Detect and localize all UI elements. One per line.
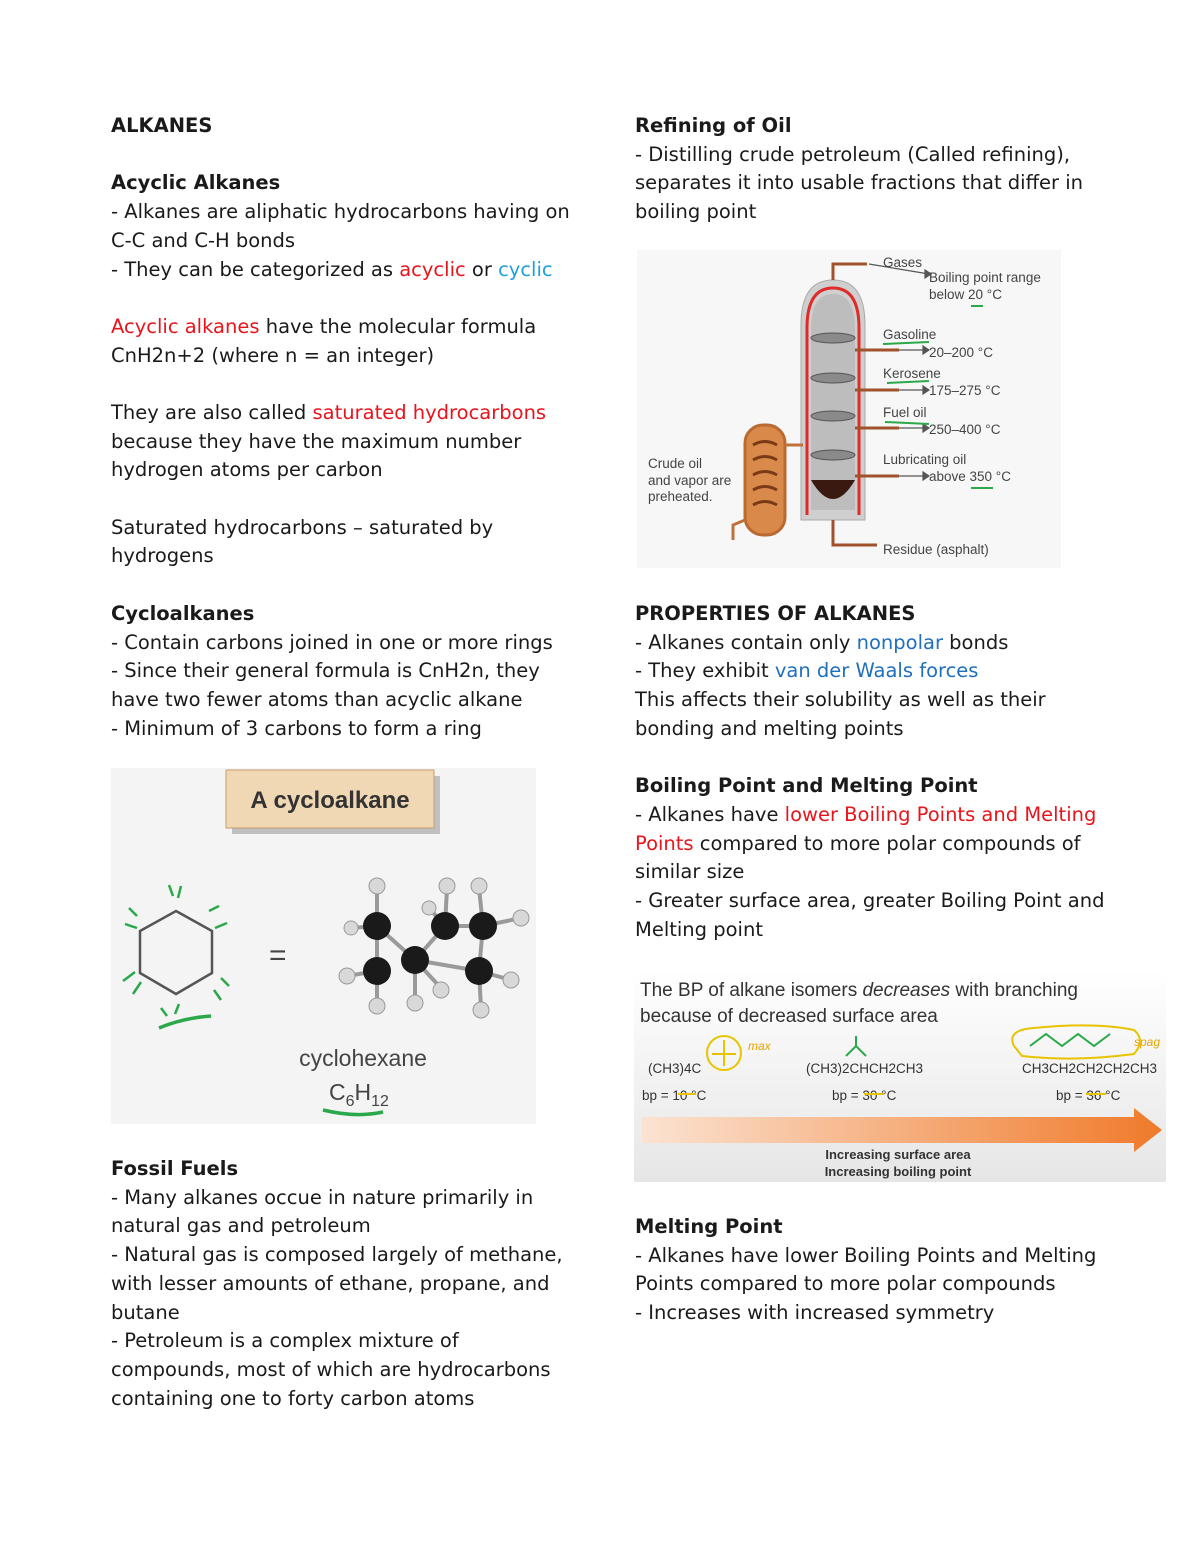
props-heading: PROPERTIES OF ALKANES: [635, 602, 916, 625]
note-spag: spag: [1134, 1035, 1161, 1049]
refining-line-1: - Distilling crude petroleum (Called refining), separates it into usable fractions that differ in boiling point: [635, 142, 1084, 224]
cyclohexane-label: cyclohexane: [299, 1045, 427, 1071]
label-crude-1: Crude oil: [648, 456, 703, 471]
bp-fig-title-2: because of decreased surface area: [640, 1006, 938, 1027]
bp-fig-title-1: The BP of alkane isomers decreases with branching: [640, 980, 1078, 1001]
bp-heading: Boiling Point and Melting Point: [635, 774, 978, 798]
acyclic-term: acyclic: [399, 257, 466, 281]
props-line-1: - Alkanes contain only nonpolar bonds: [635, 630, 1009, 654]
doc-title: ALKANES: [111, 114, 213, 137]
acyclic-line-2: - They can be categorized as acyclic or cyclic: [111, 257, 553, 281]
label-crude-2: and vapor are: [648, 473, 732, 488]
props-line-2: - They exhibit van der Waals forces: [635, 659, 979, 683]
cyclic-term: cyclic: [498, 257, 553, 281]
fossil-line-1: - Many alkanes occue in nature primarily in natural gas and petroleum: [111, 1185, 534, 1238]
fossil-line-3: - Petroleum is a complex mixture of compounds, most of which are hydrocarbons containing one to forty carbon atoms: [111, 1329, 551, 1410]
properties-section: [635, 600, 1115, 944]
label-gases-range-1: Boiling point range: [929, 270, 1041, 285]
saturated-paragraph: They are also called saturated hydrocarbons because they have the maximum number hydrogen atoms per carbon: [111, 400, 547, 482]
refining-heading: Refining of Oil: [635, 114, 792, 137]
saturated-definition: Saturated hydrocarbons – saturated by hydrogens: [111, 515, 494, 568]
compound-1: (CH3)4C: [648, 1061, 702, 1076]
left-column: [111, 112, 581, 743]
props-line-3: This affects their solubility as well as their bonding and melting points: [635, 688, 1046, 740]
label-lube-range: above 350 °C: [929, 469, 1011, 484]
melting-section: [635, 1213, 1115, 1328]
mp-heading: Melting Point: [635, 1215, 783, 1238]
note-max: max: [748, 1039, 771, 1053]
cyclohexane-formula: $C_6H_{12}$: [329, 1079, 389, 1110]
label-gases-range-2: below 20 °C: [929, 287, 1002, 302]
label-residue: Residue (asphalt): [883, 542, 989, 557]
compound-3-bp: bp = 36 °C: [1056, 1088, 1121, 1103]
compound-3: CH3CH2CH2CH2CH3: [1022, 1061, 1158, 1076]
acyclic-heading: Acyclic Alkanes: [111, 171, 281, 195]
arrow-label-1: Increasing surface area: [825, 1147, 971, 1162]
refining-section: [635, 112, 1115, 227]
compound-2: (CH3)2CHCH2CH3: [806, 1061, 924, 1076]
fossil-heading: Fossil Fuels: [111, 1157, 239, 1180]
bp-line-2: - Greater surface area, greater Boiling Point and Melting point: [635, 889, 1105, 941]
acyclic-formula: Acyclic alkanes have the molecular formula CnH2n+2 (where n = an integer): [111, 314, 537, 367]
cycloalkane-figure: [111, 768, 536, 1124]
compound-1-bp: bp = 10 °C: [642, 1088, 707, 1103]
label-crude-3: preheated.: [648, 489, 713, 504]
compound-2-bp: bp = 30 °C: [832, 1088, 897, 1103]
cyclo-line-3: - Minimum of 3 carbons to form a ring: [111, 716, 482, 740]
bp-line-1: - Alkanes have lower Boiling Points and Melting Points compared to more polar compounds of similar size: [635, 802, 1097, 884]
acyclic-line-1: - Alkanes are aliphatic hydrocarbons having on C-C and C-H bonds: [111, 200, 570, 252]
label-kerosene: Kerosene: [883, 366, 941, 381]
label-lube: Lubricating oil: [883, 452, 967, 467]
cyclo-line-2: - Since their general formula is CnH2n, they have two fewer atoms than acyclic alkane: [111, 659, 540, 711]
equals-sign: =: [269, 939, 287, 972]
label-fuel-oil: Fuel oil: [883, 405, 927, 420]
label-fuel-oil-range: 250–400 °C: [929, 422, 1001, 437]
arrow-label-2: Increasing boiling point: [824, 1164, 972, 1179]
cycloalkane-banner: A cycloalkane: [250, 787, 410, 814]
label-kerosene-range: 175–275 °C: [929, 383, 1001, 398]
label-gasoline: Gasoline: [883, 327, 937, 342]
cyclo-line-1: - Contain carbons joined in one or more rings: [111, 630, 553, 654]
label-gases: Gases: [883, 255, 923, 270]
fossil-section: [111, 1155, 581, 1413]
mp-line-2: - Increases with increased symmetry: [635, 1301, 995, 1325]
bp-isomers-figure: [634, 970, 1166, 1182]
cyclo-heading: Cycloalkanes: [111, 601, 255, 625]
mp-line-1: - Alkanes have lower Boiling Points and Melting Points compared to more polar compounds: [635, 1243, 1097, 1296]
fossil-line-2: - Natural gas is composed largely of methane, with lesser amounts of ethane, propane, and butane: [111, 1243, 563, 1324]
distillation-figure: [637, 250, 1061, 568]
label-gasoline-range: 20–200 °C: [929, 345, 993, 360]
